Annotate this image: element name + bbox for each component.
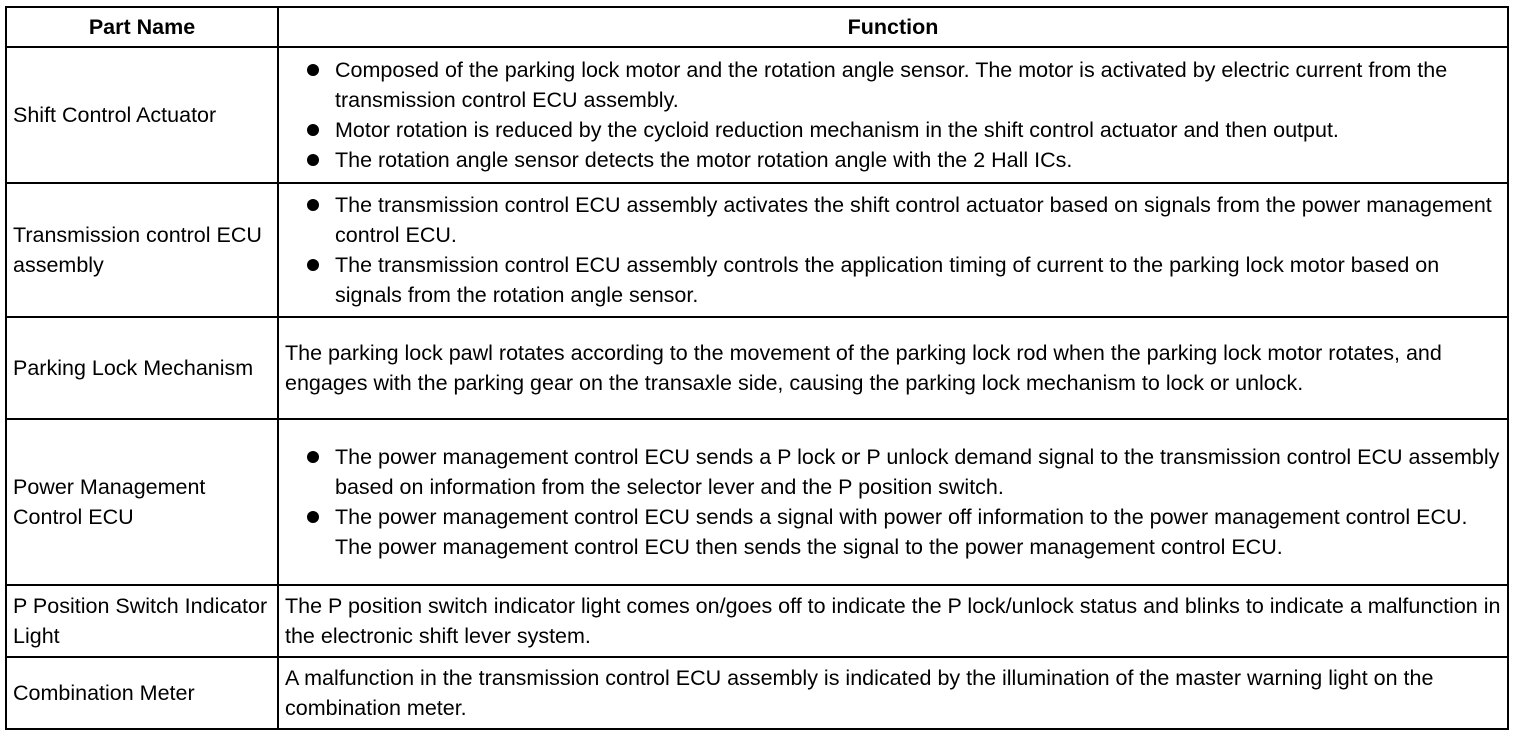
part-name-cell: Parking Lock Mechanism <box>6 317 278 419</box>
function-cell <box>278 183 1508 317</box>
function-bullet-list <box>285 442 1501 562</box>
parts-function-table <box>5 6 1509 730</box>
table-row <box>6 657 1508 729</box>
bullet-icon <box>307 154 319 166</box>
header-part-name: Part Name <box>6 7 278 47</box>
bullet-text: The transmission control ECU assembly controls the application timing of current to the parking lock motor based on signals from the rotation angle sensor. <box>335 253 1440 307</box>
function-bullet-list <box>285 190 1501 310</box>
bullet-icon <box>307 259 319 271</box>
list-item <box>285 55 1501 115</box>
function-bullet-list <box>285 55 1501 175</box>
list-item <box>285 250 1501 310</box>
part-name-cell: Transmission control ECU assembly <box>6 183 278 317</box>
bullet-text: Composed of the parking lock motor and the rotation angle sensor. The motor is activated by electric current from the transmission control ECU assembly. <box>335 58 1448 112</box>
table-row <box>6 183 1508 317</box>
list-item <box>285 442 1501 502</box>
header-row <box>6 7 1508 47</box>
table-row <box>6 317 1508 419</box>
function-cell <box>278 419 1508 585</box>
function-cell: A malfunction in the transmission control ECU assembly is indicated by the illumination of the master warning light on the combination meter. <box>278 657 1508 729</box>
part-name-cell: P Position Switch Indicator Light <box>6 585 278 657</box>
bullet-icon <box>307 199 319 211</box>
list-item <box>285 145 1501 175</box>
bullet-text: Motor rotation is reduced by the cycloid reduction mechanism in the shift control actuator and then output. <box>335 118 1339 142</box>
bullet-text: The power management control ECU sends a signal with power off information to the power management control ECU. The power management control ECU then sends the signal to the power management control ECU. <box>335 505 1468 559</box>
bullet-text: The transmission control ECU assembly activates the shift control actuator based on signals from the power management control ECU. <box>335 193 1492 247</box>
part-name-cell: Combination Meter <box>6 657 278 729</box>
header-function: Function <box>278 7 1508 47</box>
table-row <box>6 419 1508 585</box>
bullet-icon <box>307 451 319 463</box>
table-row <box>6 47 1508 183</box>
list-item <box>285 502 1501 562</box>
bullet-text: The rotation angle sensor detects the motor rotation angle with the 2 Hall ICs. <box>335 148 1073 172</box>
bullet-icon <box>307 64 319 76</box>
bullet-icon <box>307 124 319 136</box>
list-item <box>285 190 1501 250</box>
bullet-icon <box>307 511 319 523</box>
function-cell <box>278 47 1508 183</box>
bullet-text: The power management control ECU sends a P lock or P unlock demand signal to the transmission control ECU assembly based on information from the selector lever and the P position switch. <box>335 445 1500 499</box>
part-name-cell: Shift Control Actuator <box>6 47 278 183</box>
function-cell: The parking lock pawl rotates according to the movement of the parking lock rod when the parking lock motor rotates, and engages with the parking gear on the transaxle side, causing the parking lock mechanism to lock or unlock. <box>278 317 1508 419</box>
function-cell: The P position switch indicator light comes on/goes off to indicate the P lock/unlock status and blinks to indicate a malfunction in the electronic shift lever system. <box>278 585 1508 657</box>
part-name-cell: Power Management Control ECU <box>6 419 278 585</box>
list-item <box>285 115 1501 145</box>
table-row <box>6 585 1508 657</box>
